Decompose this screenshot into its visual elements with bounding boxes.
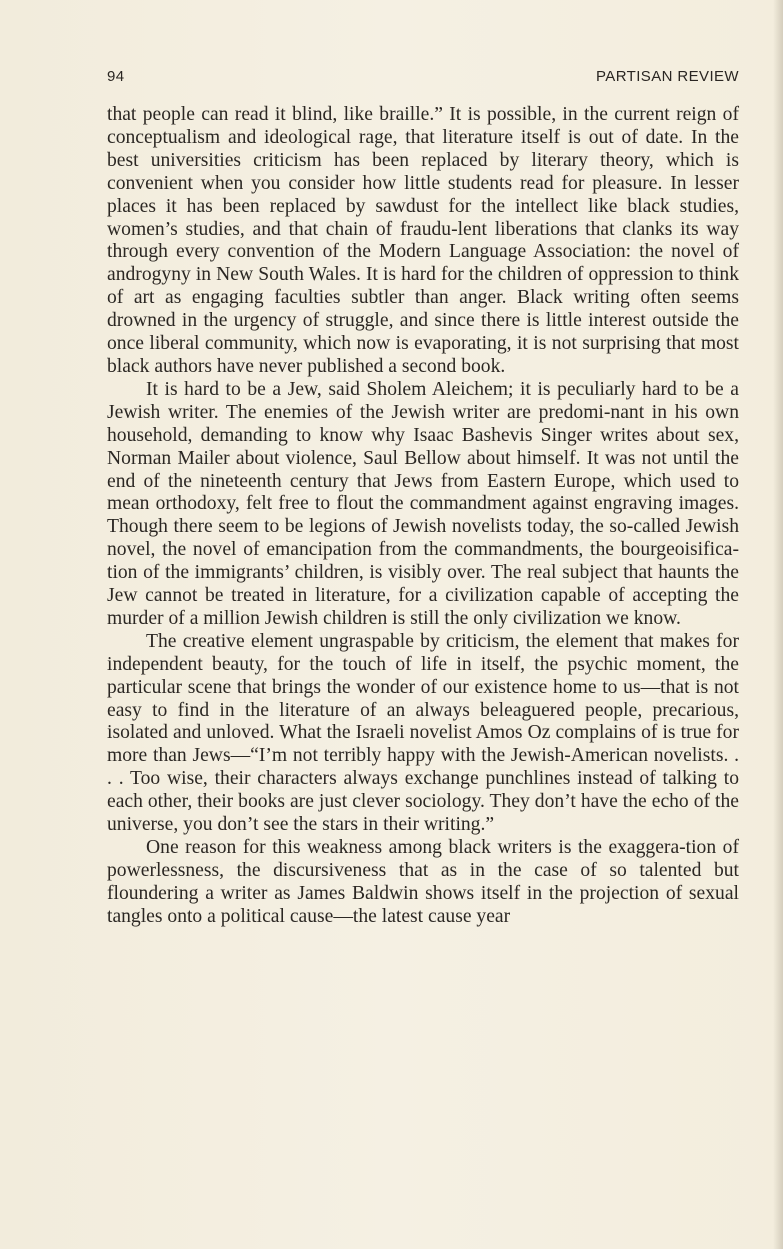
journal-title: PARTISAN REVIEW [596, 68, 739, 85]
paragraph-creative-element: The creative element ungraspable by criticism, the element that makes for independent beauty, for the touch of life in itself, the psychic moment, the particular scene that brings the wonder of our existence home to us—that is not easy to find in the literature of an always beleaguered people, precarious, isolated and unloved. What the Israeli novelist Amos Oz complains of is true for more than Jews—“I’m not terribly happy with the Jewish-American novelists. . . . Too wise, their characters always exchange punchlines instead of talking to each other, their books are just clever sociology. They don’t have the echo of the universe, you don’t see the stars in their writing.” [107, 630, 739, 836]
paragraph-black-writers: One reason for this weakness among black writers is the exaggera-tion of powerlessness, the discursiveness that as in the case of so talented but floundering a writer as James Baldwin shows itself in the projection of sexual tangles onto a political cause—the latest cause year [107, 837, 739, 927]
page-number: 94 [107, 68, 125, 85]
paragraph-jewish-writer: It is hard to be a Jew, said Sholem Aleichem; it is peculiarly hard to be a Jewish writer. The enemies of the Jewish writer are predomi-nant in his own household, demanding to know why Isaac Bashevis Singer writes about sex, Norman Mailer about violence, Saul Bellow about himself. It was not until the end of the nineteenth century that Jews from Eastern Europe, which used to mean orthodoxy, felt free to flout the commandment against engraving images. Though there seem to be legions of Jewish novelists today, the so-called Jewish novel, the novel of emancipation from the commandments, the bourgeoisifica-tion of the immigrants’ children, is visibly over. The real subject that haunts the Jew cannot be treated in literature, for a civilization capable of accepting the murder of a million Jewish children is still the only civilization we know. [107, 378, 739, 629]
running-head [107, 68, 739, 88]
paragraph-continued: that people can read it blind, like braille.” It is possible, in the current reign of conceptualism and ideological rage, that literature itself is out of date. In the best universities criticism has been replaced by literary theory, which is convenient when you consider how little students read for pleasure. In lesser places it has been replaced by sawdust for the intellect like black studies, women’s studies, and that chain of fraudu-lent liberations that clanks its way through every convention of the Modern Language Association: the novel of androgyny in New South Wales. It is hard for the children of oppression to think of art as engaging faculties subtler than anger. Black writing often seems drowned in the urgency of struggle, and since there is little interest outside the once liberal community, which now is evaporating, it is not surprising that most black authors have never published a second book. [107, 104, 739, 377]
article-body [107, 104, 739, 929]
page-edge-shadow [773, 0, 783, 1249]
